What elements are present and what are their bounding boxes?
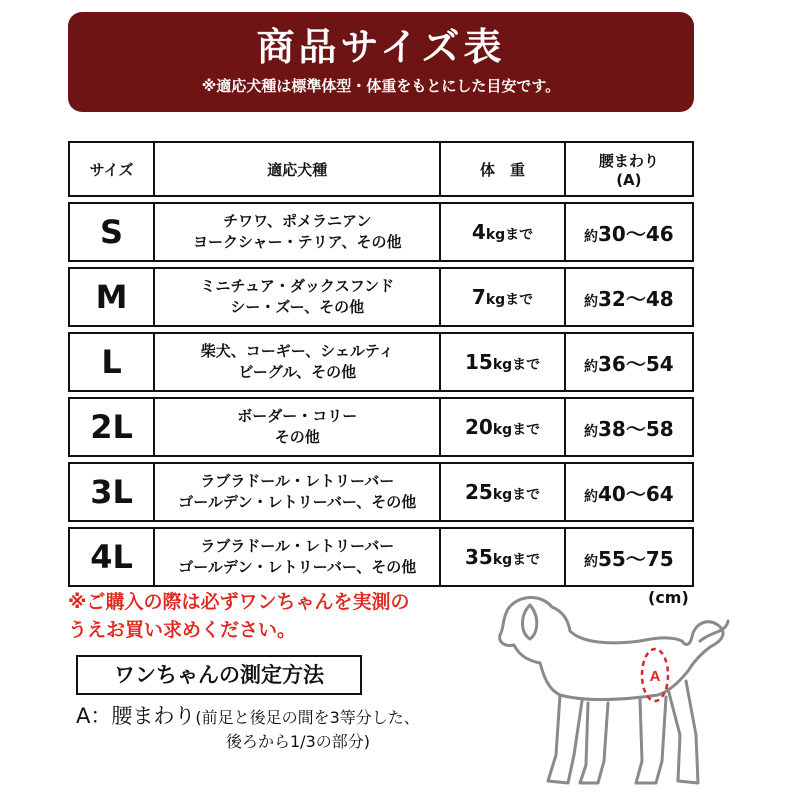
breed-line: ラブラドール・レトリーバー [200, 472, 395, 490]
dog-ear [523, 605, 537, 639]
weight-cell [439, 267, 563, 327]
table-row [68, 397, 694, 457]
title-banner [68, 12, 694, 112]
table-row [68, 202, 694, 262]
notice-line: ※ご購入の際は必ずワンちゃんを実測の [68, 591, 410, 613]
waist-range: 40〜64 [598, 481, 674, 506]
notice-line: うえお買い求めください。 [68, 619, 297, 641]
size-table [68, 136, 694, 592]
weight-value: 7 [471, 285, 486, 309]
breed-line: ヨークシャー・テリア、その他 [192, 233, 402, 251]
waist-cell [564, 527, 694, 587]
weight-unit: kgまで [492, 422, 541, 438]
breed-line: その他 [274, 428, 320, 446]
table-body [68, 202, 694, 587]
breed-line: ミニチュア・ダックスフンド [200, 277, 395, 295]
page-subtitle: ※適応犬種は標準体型・体重をもとにした目安です。 [201, 77, 561, 95]
weight-unit: kgまで [485, 292, 534, 308]
header-breed: 適応犬種 [153, 141, 439, 197]
breed-cell [153, 527, 439, 587]
header-waist-code: (A) [616, 170, 642, 189]
waist-cell [564, 267, 694, 327]
header-waist [564, 141, 694, 197]
weight-unit: kgまで [492, 487, 541, 503]
waist-range: 55〜75 [598, 546, 674, 571]
table-row [68, 267, 694, 327]
purchase-notice [68, 588, 409, 644]
weight-value: 4 [471, 220, 486, 244]
breed-line: 柴犬、コーギー、シェルティ [200, 342, 394, 360]
unit-label: (cm) [648, 588, 689, 607]
weight-value: 35 [464, 545, 493, 569]
waist-range: 30〜46 [598, 221, 674, 246]
dog-back-leg-2 [668, 681, 698, 783]
waist-cell [564, 462, 694, 522]
breed-line: ビーグル、その他 [238, 363, 357, 381]
waist-range: 38〜58 [598, 416, 674, 441]
weight-value: 15 [464, 350, 493, 374]
weight-value: 25 [464, 480, 493, 504]
waist-prefix: 約 [584, 423, 599, 440]
waist-prefix: 約 [584, 553, 599, 570]
waist-range: 36〜54 [598, 351, 674, 376]
waist-cell [564, 397, 694, 457]
weight-unit: kgまで [485, 227, 534, 243]
waist-cell [564, 332, 694, 392]
size-cell: 2L [68, 397, 153, 457]
weight-cell [439, 332, 563, 392]
waist-prefix: 約 [584, 358, 599, 375]
breed-line: ラブラドール・レトリーバー [200, 537, 395, 555]
table-row [68, 462, 694, 522]
breed-cell [153, 267, 439, 327]
weight-unit: kgまで [492, 552, 541, 568]
measurement-note: (前足と後足の間を3等分した、 [195, 708, 420, 727]
page-title: 商品サイズ表 [256, 25, 506, 69]
dog-outline-icon [490, 585, 740, 795]
breed-cell [153, 397, 439, 457]
measurement-description [76, 704, 420, 754]
header-size: サイズ [68, 141, 153, 197]
breed-line: ボーダー・コリー [237, 407, 358, 425]
dog-back-leg [636, 697, 666, 783]
dog-front-leg [548, 695, 582, 783]
weight-value: 20 [464, 415, 493, 439]
measurement-title: ワンちゃんの測定方法 [76, 655, 362, 695]
dog-front-leg-2 [580, 703, 608, 783]
breed-cell [153, 202, 439, 262]
size-cell: 4L [68, 527, 153, 587]
header-waist-label: 腰まわり [598, 151, 659, 170]
table-header-row [68, 141, 694, 197]
waist-cell [564, 202, 694, 262]
table-row [68, 332, 694, 392]
waist-range: 32〜48 [598, 286, 674, 311]
weight-cell [439, 397, 563, 457]
waist-prefix: 約 [584, 488, 599, 505]
breed-line: チワワ、ポメラニアン [223, 212, 372, 230]
measurement-note-2: 後ろから1/3の部分) [226, 732, 370, 751]
breed-cell [153, 462, 439, 522]
breed-line: ゴールデン・レトリーバー、その他 [178, 558, 417, 576]
measurement-label: A：腰まわり [76, 704, 196, 728]
weight-cell [439, 202, 563, 262]
waist-prefix: 約 [584, 228, 599, 245]
header-weight: 体 重 [439, 141, 563, 197]
table-row [68, 527, 694, 587]
size-cell: L [68, 332, 153, 392]
waist-prefix: 約 [584, 293, 599, 310]
size-cell: M [68, 267, 153, 327]
size-cell: 3L [68, 462, 153, 522]
waist-marker-label: A [649, 668, 661, 685]
weight-cell [439, 462, 563, 522]
breed-line: ゴールデン・レトリーバー、その他 [178, 493, 417, 511]
size-cell: S [68, 202, 153, 262]
breed-line: シー・ズー、その他 [230, 298, 365, 316]
breed-cell [153, 332, 439, 392]
weight-cell [439, 527, 563, 587]
weight-unit: kgまで [492, 357, 541, 373]
